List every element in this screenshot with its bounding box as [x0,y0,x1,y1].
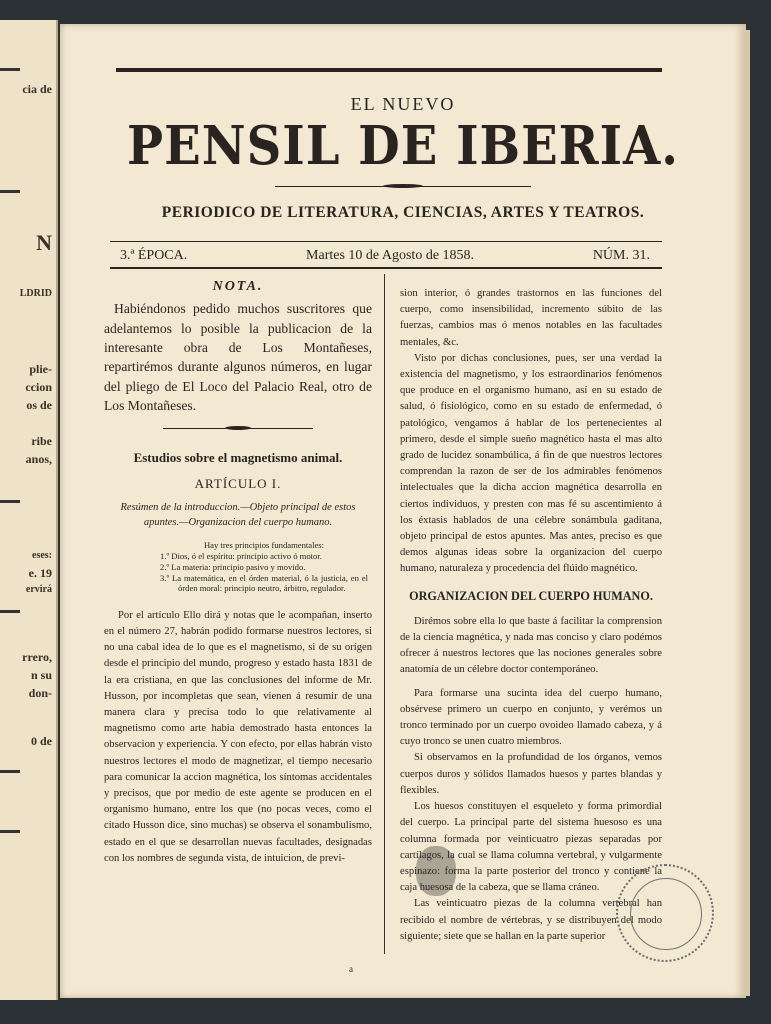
section-heading: ORGANIZACION DEL CUERPO HUMANO. [409,588,653,603]
column-divider [384,274,385,954]
article-number: ARTÍCULO I. [194,475,282,491]
prev-page-rule [0,68,20,71]
issue-date: Martes 10 de Agosto de 1858. [306,248,475,263]
prev-page-fragment: N [36,230,52,255]
issue-info-row [120,248,650,264]
paragraph: Para formarse una sucinta idea del cuerpo humano, obsérvese primero un cuerpo en conjunto, y verémos un tronco terminado por un cuerpo ovoideo llamado cabeza, y á cuyo tronco se unen cuatro miembros. [400,687,662,748]
principles-box [104,540,372,594]
prev-page-fragment: ccion [25,380,52,394]
article-title: Estudios sobre el magnetismo animal. [133,449,343,465]
nota-heading: NOTA. [212,279,264,294]
prev-page-fragment: os de [26,398,52,412]
prev-page-rule [0,500,20,503]
principle-1: 1.º Dios, ó el espíritu: principio activo ó motor. [160,551,322,562]
continued-text: sion interior, ó grandes trastornos en las funciones del cuerpo, como insensibilidad, incremento súbito de las fuerzas, cambios mas ó menos notables en las facultades mentales, &c. [400,288,662,348]
masthead-prefix: EL NUEVO [350,94,456,114]
paragraph: Si observamos en la profundidad de los órganos, vemos cuerpos duros y sólidos llamados huesos y partes blandas y flexibles. [400,752,662,796]
principle-2: 2.º La materia: principio pasivo y movido. [160,562,306,573]
prev-page-rule [0,190,20,193]
prev-page-rule [0,830,20,833]
paragraph: Los huesos constituyen el esqueleto y forma primordial del cuerpo. La principal parte del sistema huesoso es una columna formada por veinticuatro piezas separadas por cartílagos, la cual se llama columna vertebral, y vulgarmente espinazo: forma la parte posterior del tronco y contiene la caja huesosa de la cabeza, que se llama cráneo. [400,801,662,894]
newspaper-page [60,24,746,998]
article-summary: Resúmen de la introduccion.—Objeto principal de estos apuntes.—Organizacion del cuerpo humano. [120,501,356,528]
principle-3: 3.º La matemática, en el órden material, ó la justicia, en el órden moral: principio neutro, árbitro, regulador. [160,572,368,594]
issue-epoca: 3.ª ÉPOCA. [120,248,188,263]
prev-page-rule [0,610,20,613]
prev-page-fragment: LDRID [19,288,52,299]
prev-page-fragment: 0 de [31,734,52,748]
issue-rule-bottom [110,267,662,269]
prev-page-fragment: don- [28,686,52,700]
masthead-subtitle: PERIODICO DE LITERATURA, CIENCIAS, ARTES Y TEATROS. [161,204,645,221]
prev-page-fragment: anos, [25,452,52,466]
prev-page-fragment: eses: [32,550,52,561]
masthead-top-rule [116,68,662,72]
issue-number: NÚM. 31. [592,248,650,263]
prev-page-fragment: plie- [29,362,52,376]
paragraph: Las veinticuatro piezas de la columna vertebral han recibido el nombre de vértebras, y se distribuyen del modo siguiente; siete que se hallan en la parte superior [400,898,662,942]
previous-page-edge [0,20,58,1000]
nota-text: Habiéndonos pedido muchos suscritores que adelantemos lo posible la publicacion de la interesante obra de Los Montañeses, repartirémos durante algunos números, en lugar del pliego de El Loco del Palacio Real, otro de Los Montañeses. [104,301,372,414]
prev-page-fragment: cia de [22,82,52,96]
masthead-title: PENSIL DE IBERIA. [127,114,679,178]
section-ornament [163,428,313,436]
prev-page-rule [0,770,20,773]
ink-blot [416,846,456,896]
paragraph: Visto por dichas conclusiones, pues, ser una verdad la existencia del magnetismo, y los estraordinarios fenómenos que produce en el organismo humano, así en su estado de salud, ó fisiológico, como en su estado de enfermedad, ó patológico, vengamos á hablar de los pertenecientes al primero, desde el simple sueño magnético hasta el mas alto grado de lucidez sonambúlica, á fin de que nuestros lectores comprendan la razon de ser de los admirables fenómenos intelectuales que la dicha accion magnética desarrolla en ciertos individuos, y presten con mas fé su ascentimiento á los éxtasis hablados de una célebre sonámbula gaditana, objeto principal de estos apuntes. Mas antes, preciso es que demos algunas ideas sobre la organizacion del cuerpo humano, naturaleza y procedencia del flúido magnético. [400,352,662,575]
prev-page-fragment: rrero, [22,650,52,664]
masthead-ornament [275,186,531,189]
article-body: Por el artículo Ello dirá y notas que le acompañan, inserto en el número 27, habrán podido formarse nuestros lectores, si no una cabal idea de lo que es el magnetismo, si de su orígen desde el principio del mundo, progreso y estado hasta 1831 de la era cristiana, en que las conclusiones del informe de Mr. Husson, por incompletas que sean, vienen á resumir de una manera clara y precisa todo lo que relativamente al magnetismo como arte habia demostrado hasta entonces la observacion y experiencia. Y con efecto, por ellas habrán visto nuestros lectores el modo de magnetizar, el tiempo necesario para comunicar la accion magnética, los síntomas accidentales y precisos, que por medio de este agente se producen en el organismo humano, entre los que (no pocas veces, como el citado Husson dice, sino muchas) se observa el sonambulismo, estado en el que se desarrollan nuevas facultades, designadas con los nombres de segunda vista, de intuicion, de previ- [104,609,372,864]
issue-rule-top [110,241,662,242]
principles-intro: Hay tres principios fundamentales: [203,539,325,550]
library-stamp [616,864,714,962]
paragraph: Dirémos sobre ella lo que baste á facilitar la comprension de la ciencia magnética, y nada mas conciso y claro podémos ofrecer á nuestros lectores que las nociones generales sobre anatomía de un célebre doctor contemporáneo. [400,615,662,676]
prev-page-fragment: ervirá [25,584,52,595]
prev-page-fragment: n su [30,668,52,682]
signature-mark: a [349,964,353,974]
left-column [104,279,372,867]
prev-page-fragment: e. 19 [28,566,52,580]
prev-page-fragment: ribe [31,434,52,448]
